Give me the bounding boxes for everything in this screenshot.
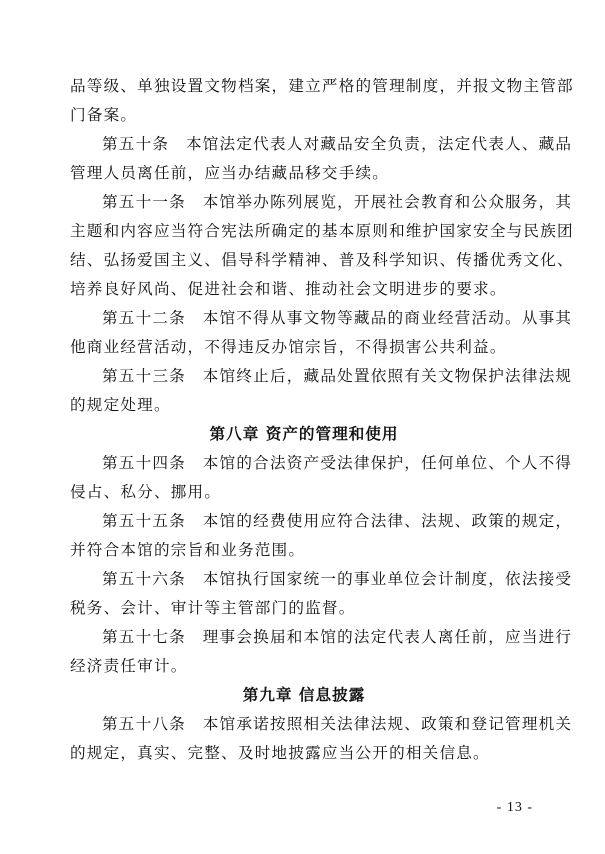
paragraph-line: 门备案。 [70,106,138,124]
article-line: 第五十二条 本馆不得从事文物等藏品的商业经营活动。从事其 [102,309,573,327]
paragraph-line: 主题和内容应当符合宪法所确定的基本原则和维护国家安全与民族团 [70,222,574,240]
paragraph-line: 品等级、单独设置文物档案，建立严格的管理制度，并报文物主管部 [70,77,574,95]
paragraph-line: 结、弘扬爱国主义、倡导科学精神、普及科学知识、传播优秀文化、 [70,251,574,269]
page-number: - 13 - [496,800,533,815]
paragraph-line: 税务、会计、审计等主管部门的监督。 [70,599,356,617]
paragraph-line: 培养良好风尚、促进社会和谐、推动社会文明进步的要求。 [70,280,507,298]
article-line: 第五十条 本馆法定代表人对藏品安全负责，法定代表人、藏品 [102,135,573,153]
paragraph-line: 的规定处理。 [70,396,171,414]
article-line: 第五十四条 本馆的合法资产受法律保护，任何单位、个人不得 [102,454,573,472]
paragraph-line: 他商业经营活动，不得违反办馆宗旨，不得损害公共利益。 [70,338,507,356]
chapter-heading: 第八章 资产的管理和使用 [209,425,399,443]
article-line: 第五十一条 本馆举办陈列展览，开展社会教育和公众服务，其 [102,193,573,211]
paragraph-line: 管理人员离任前，应当办结藏品移交手续。 [70,164,390,182]
paragraph-line: 并符合本馆的宗旨和业务范围。 [70,541,306,559]
paragraph-line: 侵占、私分、挪用。 [70,483,222,501]
article-line: 第五十三条 本馆终止后，藏品处置依照有关文物保护法律法规 [102,367,573,385]
article-line: 第五十六条 本馆执行国家统一的事业单位会计制度，依法接受 [102,570,573,588]
article-line: 第五十八条 本馆承诺按照相关法律法规、政策和登记管理机关 [102,715,573,733]
chapter-heading: 第九章 信息披露 [242,686,366,704]
paragraph-line: 的规定，真实、完整、及时地披露应当公开的相关信息。 [70,744,490,762]
article-line: 第五十五条 本馆的经费使用应符合法律、法规、政策的规定， [102,512,573,530]
article-line: 第五十七条 理事会换届和本馆的法定代表人离任前，应当进行 [102,628,573,646]
document-body [70,72,574,768]
paragraph-line: 经济责任审计。 [70,657,188,675]
